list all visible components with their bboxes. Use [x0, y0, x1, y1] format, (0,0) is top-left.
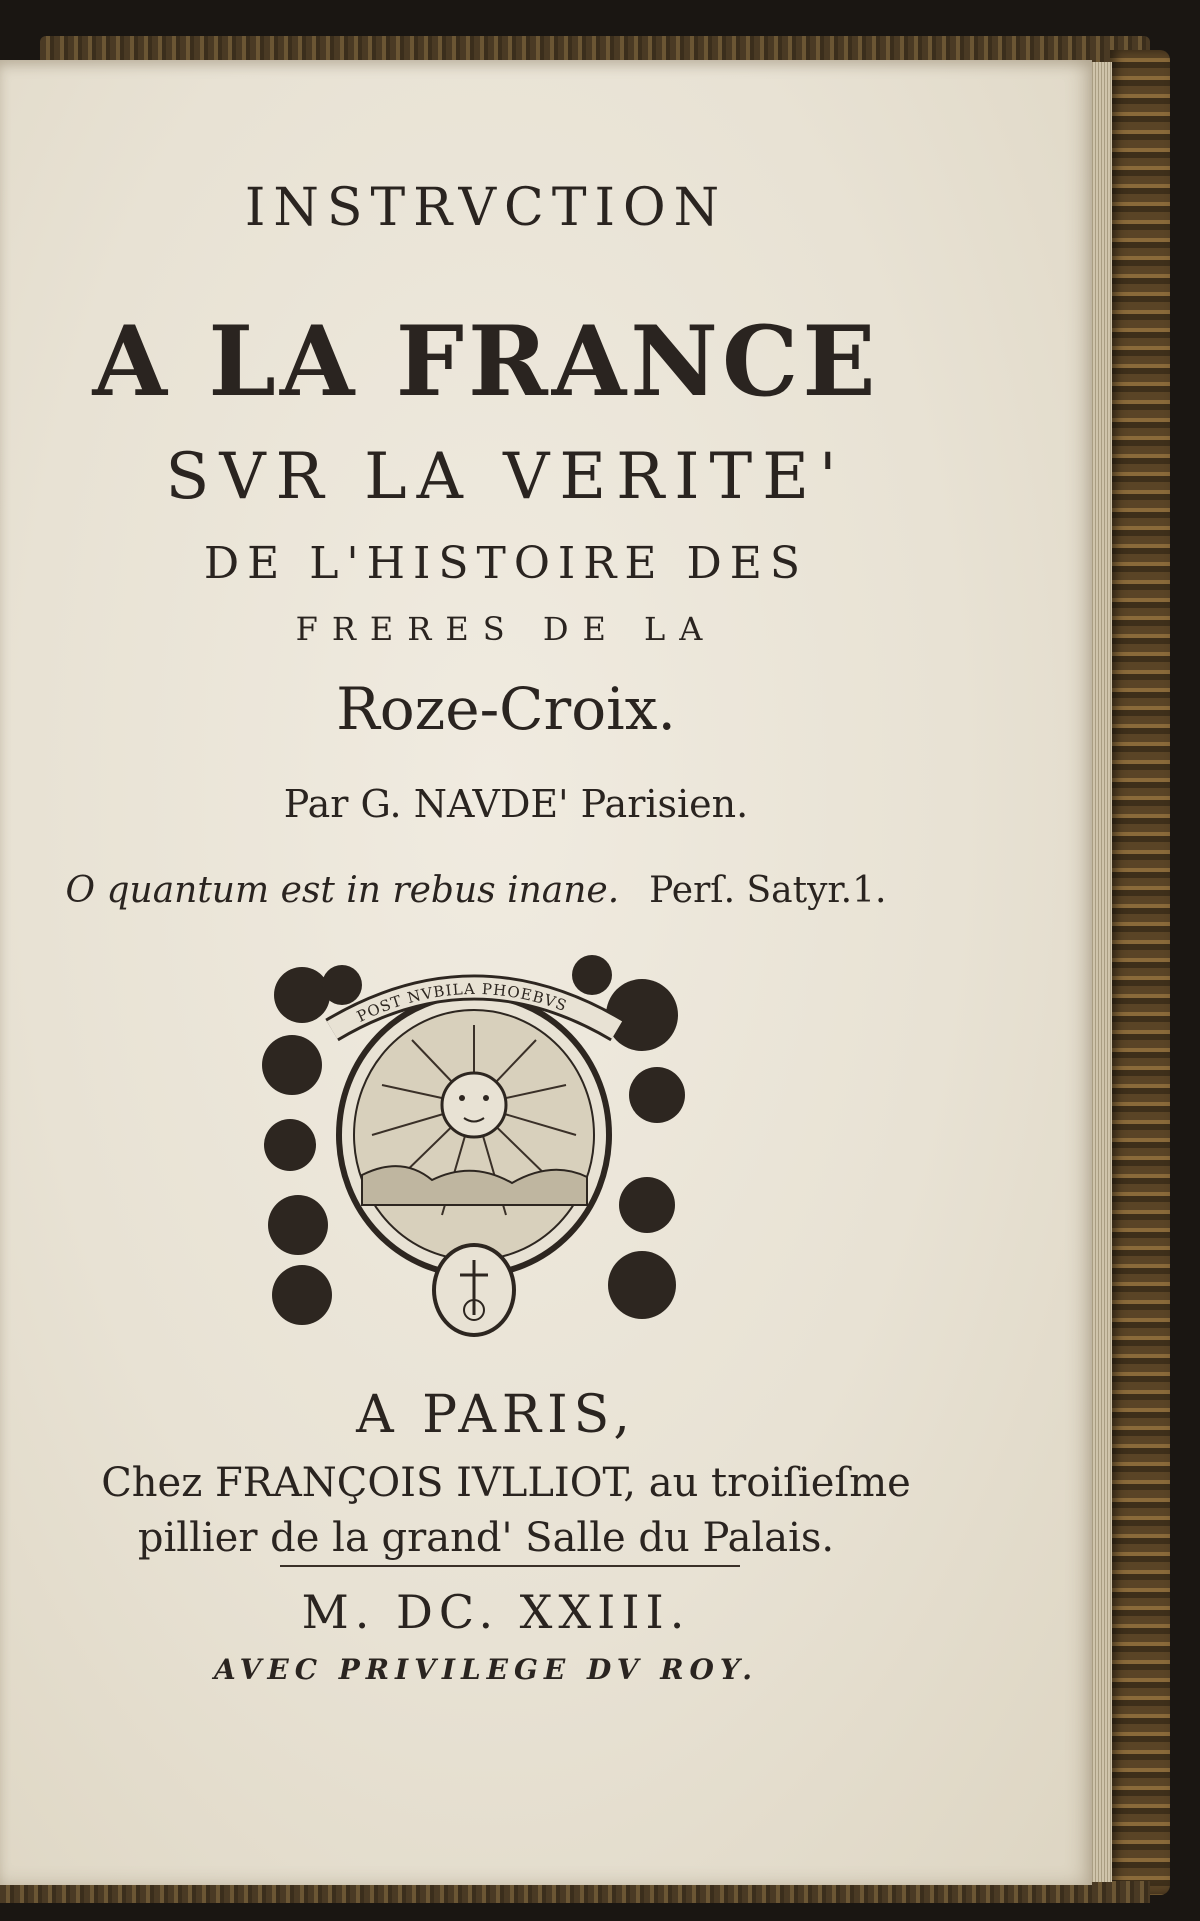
page-leaves — [1090, 62, 1112, 1882]
imprint-printer-line-1: Chez FRANÇOIS IVLLIOT, au troiſieſme — [101, 1460, 911, 1506]
title-page — [0, 60, 1092, 1885]
sun-face — [442, 1073, 506, 1137]
book-spine-edge — [1110, 50, 1170, 1895]
imprint-printer-line-2: pillier de la grand' Salle du Palais. — [137, 1515, 835, 1561]
title-line-2: A LA FRANCE — [92, 305, 880, 418]
imprint-date: M. DC. XXIII. — [301, 1585, 691, 1639]
privilege-line: AVEC PRIVILEGE DV ROY. — [213, 1653, 759, 1686]
motto-text: O quantum est in rebus inane. — [65, 870, 620, 911]
emblem-motto-text: POST NVBILA PHOEBVS — [354, 979, 570, 1026]
imprint-rule — [280, 1565, 740, 1567]
title-line-4: DE L'HISTOIRE DES — [203, 538, 809, 589]
motto-reference: Perſ. Satyr.1. — [649, 870, 887, 911]
motto-line — [0, 870, 1022, 911]
title-line-5: FRERES DE LA — [295, 610, 717, 648]
imprint-place: A PARIS, — [356, 1385, 636, 1445]
printers-device-emblem — [262, 955, 692, 1345]
clouds — [362, 1166, 587, 1205]
title-line-3: SVR LA VERITE' — [165, 440, 847, 514]
author-line: Par G. NAVDE' Parisien. — [283, 782, 749, 826]
title-line-1: INSTRVCTION — [244, 178, 728, 238]
title-line-6: Roze-Croix. — [336, 675, 676, 743]
